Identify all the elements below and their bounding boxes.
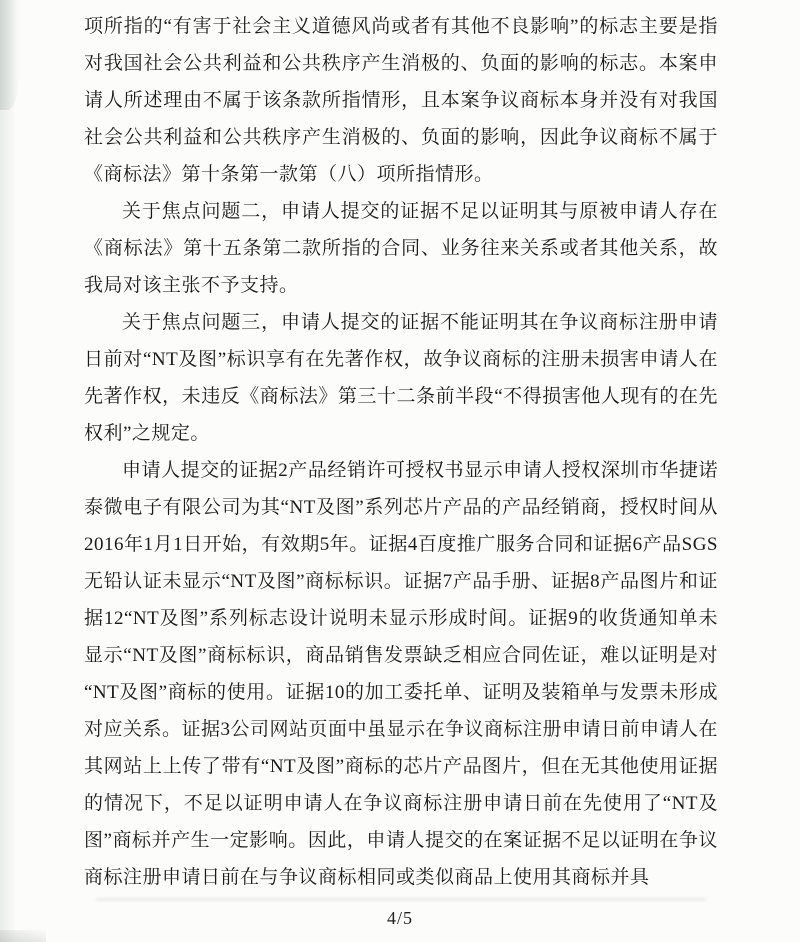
page-number: 4/5	[386, 908, 413, 928]
paragraph-focus-issue-2: 关于焦点问题二，申请人提交的证据不足以证明其与原被申请人存在《商标法》第十五条第二款所指的合同、业务往来关系或者其他关系，故我局对该主张不予支持。	[84, 201, 718, 296]
scan-edge-shade	[0, 0, 16, 942]
scan-smudge-bottom-left	[0, 930, 46, 942]
scan-smudge-top-left	[0, 0, 20, 110]
paragraph-evidence-analysis: 申请人提交的证据2产品经销许可授权书显示申请人授权深圳市华捷诺泰微电子有限公司为其“NT及图”系列芯片产品的产品经销商，授权时间从2016年1月1日开始，有效期5年。证据4百度推广服务合同和证据6产品SGS无铅认证未显示“NT及图”商标标识。证据7产品手册、证据8产品图片和证据12“NT及图”系列标志设计说明未显示形成时间。证据9的收货通知单未显示“NT及图”商标标识，商品销售发票缺乏相应合同佐证，难以证明是对“NT及图”商标的使用。证据10的加工委托单、证明及装箱单与发票未形成对应关系。证据3公司网站页面中虽显示在争议商标注册申请日前申请人在其网站上上传了带有“NT及图”商标的芯片产品图片，但在无其他使用证据的情况下，不足以证明申请人在争议商标注册申请日前在先使用了“NT及图”商标并产生一定影响。因此，申请人提交的在案证据不足以证明在争议商标注册申请日前在与争议商标相同或类似商品上使用其商标并具	[84, 460, 719, 888]
paragraph-focus-issue-3: 关于焦点问题三，申请人提交的证据不能证明其在争议商标注册申请日前对“NT及图”标识享有在先著作权，故争议商标的注册未损害申请人在先著作权，未违反《商标法》第三十二条前半段“不得损害他人现有的在先权利”之规定。	[84, 312, 718, 444]
paragraph-continuation: 项所指的“有害于社会主义道德风尚或者有其他不良影响”的标志主要是指对我国社会公共利益和公共秩序产生消极的、负面的影响的标志。本案申请人所述理由不属于该条款所指情形，且本案争议商标本身并没有对我国社会公共利益和公共秩序产生消极的、负面的影响，因此争议商标不属于《商标法》第十条第一款第（八）项所指情形。	[84, 16, 718, 185]
document-body-text	[84, 8, 718, 896]
scan-streak	[96, 898, 706, 901]
